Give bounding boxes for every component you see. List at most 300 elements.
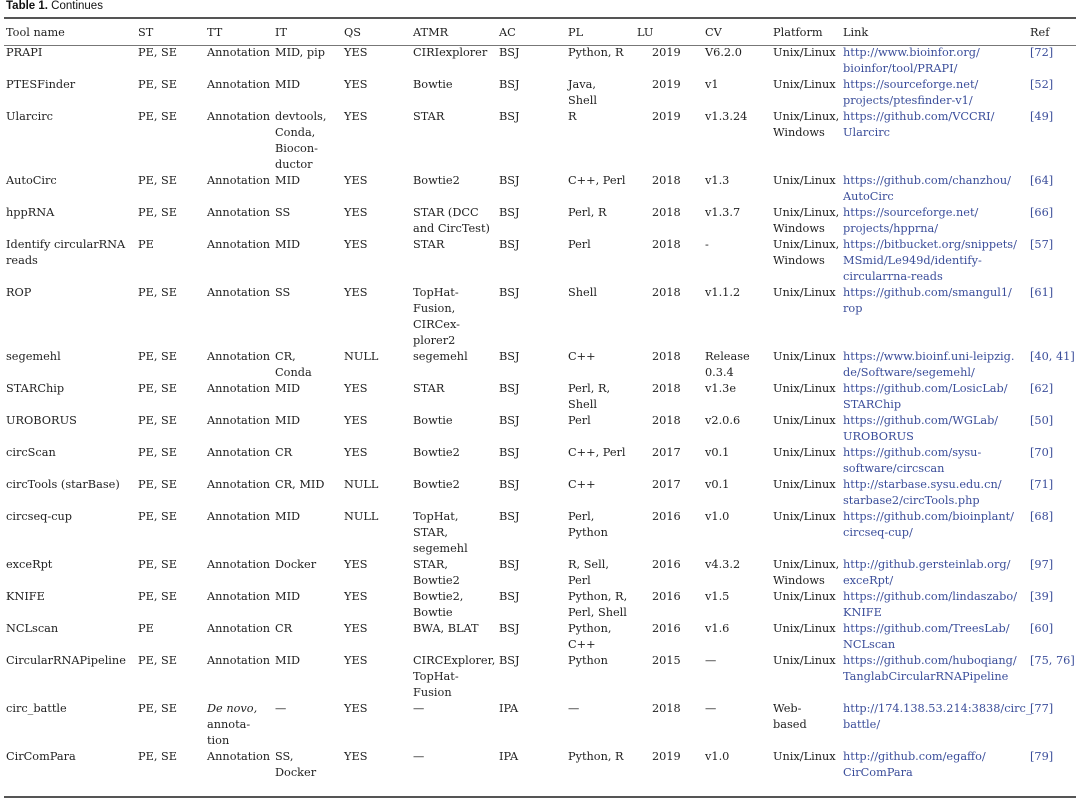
table-caption-text: Continues <box>51 0 103 12</box>
cell-st: PE, SE <box>138 750 178 763</box>
cell-platform: Unix/Linux, <box>773 110 840 123</box>
cell-it: MID <box>275 238 301 251</box>
cell-st: PE <box>138 622 154 635</box>
cell-cv: v0.1 <box>705 478 730 491</box>
cell-it: MID, pip <box>275 46 325 59</box>
cell-link[interactable]: https://github.com/VCCRI/ <box>843 110 995 123</box>
cell-qs: YES <box>344 382 368 395</box>
cell-atmr: STAR <box>413 110 445 123</box>
cell-pl: Java, <box>568 78 596 91</box>
cell-ref[interactable]: [77] <box>1030 702 1054 715</box>
cell-ref[interactable]: [40, 41] <box>1030 350 1075 363</box>
cell-link[interactable]: battle/ <box>843 718 881 731</box>
cell-it: MID <box>275 174 301 187</box>
cell-link[interactable]: https://sourceforge.net/ <box>843 78 979 91</box>
column-header-st: ST <box>138 26 154 39</box>
cell-st: PE, SE <box>138 446 178 459</box>
cell-ac: BSJ <box>499 558 520 571</box>
cell-platform: Unix/Linux <box>773 78 836 91</box>
cell-platform: Unix/Linux <box>773 46 836 59</box>
cell-cv: V6.2.0 <box>705 46 742 59</box>
cell-lu: 2017 <box>652 446 681 459</box>
cell-atmr: Bowtie2, <box>413 590 464 603</box>
cell-atmr: Bowtie2 <box>413 478 460 491</box>
cell-it: SS <box>275 286 291 299</box>
cell-atmr: Fusion, <box>413 302 456 315</box>
cell-platform: Unix/Linux <box>773 478 836 491</box>
cell-atmr: — <box>413 750 425 763</box>
cell-tt: Annotation <box>207 350 271 363</box>
cell-it: Conda <box>275 366 312 379</box>
cell-it: Conda, <box>275 126 316 139</box>
cell-atmr: Bowtie2 <box>413 574 460 587</box>
cell-pl: Perl <box>568 238 591 251</box>
column-header-ref: Ref <box>1030 26 1050 39</box>
cell-it: devtools, <box>275 110 327 123</box>
cell-atmr: Bowtie <box>413 414 453 427</box>
cell-qs: YES <box>344 206 368 219</box>
cell-link[interactable]: TanglabCircularRNAPipeline <box>843 670 1009 683</box>
column-header-tool: Tool name <box>6 26 65 39</box>
cell-st: PE, SE <box>138 78 178 91</box>
cell-tt: Annotation <box>207 174 271 187</box>
cell-link[interactable]: https://github.com/smangul1/ <box>843 286 1012 299</box>
cell-st: PE, SE <box>138 174 178 187</box>
cell-lu: 2018 <box>652 174 681 187</box>
cell-tt: Annotation <box>207 110 271 123</box>
cell-tool: circseq-cup <box>6 510 73 523</box>
cell-qs: NULL <box>344 350 379 363</box>
cell-pl: C++ <box>568 350 596 363</box>
cell-link[interactable]: NCLscan <box>843 638 896 651</box>
cell-lu: 2016 <box>652 590 681 603</box>
cell-link[interactable]: AutoCirc <box>843 190 894 203</box>
cell-pl: C++ <box>568 478 596 491</box>
cell-tt: Annotation <box>207 382 271 395</box>
cell-tt: Annotation <box>207 590 271 603</box>
column-header-pl: PL <box>568 26 584 39</box>
cell-tt: tion <box>207 734 230 747</box>
cell-ac: BSJ <box>499 206 520 219</box>
cell-st: PE, SE <box>138 558 178 571</box>
cell-cv: v1.6 <box>705 622 730 635</box>
cell-tool: CirComPara <box>6 750 76 763</box>
cell-st: PE, SE <box>138 350 178 363</box>
cell-st: PE, SE <box>138 478 178 491</box>
cell-lu: 2018 <box>652 286 681 299</box>
cell-tt: De novo, <box>207 702 258 715</box>
cell-ref[interactable]: [39] <box>1030 590 1054 603</box>
cell-ac: BSJ <box>499 350 520 363</box>
cell-link[interactable]: https://github.com/WGLab/ <box>843 414 999 427</box>
cell-it: CR, MID <box>275 478 325 491</box>
cell-it: CR <box>275 446 293 459</box>
cell-ref[interactable]: [72] <box>1030 46 1054 59</box>
cell-qs: YES <box>344 446 368 459</box>
cell-tt: Annotation <box>207 622 271 635</box>
cell-ref[interactable]: [71] <box>1030 478 1054 491</box>
cell-lu: 2019 <box>652 46 681 59</box>
cell-tt: Annotation <box>207 558 271 571</box>
cell-link[interactable]: rop <box>843 302 863 315</box>
cell-link[interactable]: https://github.com/sysu- <box>843 446 982 459</box>
cell-link[interactable]: circseq-cup/ <box>843 526 913 539</box>
cell-tool: reads <box>6 254 38 267</box>
cell-it: — <box>275 702 287 715</box>
cell-atmr: and CircTest) <box>413 222 490 235</box>
cell-st: PE, SE <box>138 414 178 427</box>
cell-qs: YES <box>344 286 368 299</box>
cell-tt: Annotation <box>207 478 271 491</box>
cell-it: CR <box>275 622 293 635</box>
cell-pl: Perl, <box>568 510 595 523</box>
column-header-qs: QS <box>344 26 362 39</box>
cell-ac: BSJ <box>499 590 520 603</box>
table-caption-label: Table 1. <box>6 0 48 12</box>
cell-link[interactable]: starbase2/circTools.php <box>843 494 980 507</box>
cell-cv: v1.1.2 <box>705 286 741 299</box>
cell-tt: Annotation <box>207 78 271 91</box>
cell-atmr: segemehl <box>413 542 468 555</box>
cell-ref[interactable]: [75, 76] <box>1030 654 1075 667</box>
cell-pl: Perl, R <box>568 206 607 219</box>
cell-ref[interactable]: [50] <box>1030 414 1054 427</box>
column-header-cv: CV <box>705 26 722 39</box>
cell-pl: R <box>568 110 577 123</box>
cell-platform: Unix/Linux <box>773 350 836 363</box>
column-header-it: IT <box>275 26 287 39</box>
cell-ac: BSJ <box>499 174 520 187</box>
cell-pl: C++, Perl <box>568 446 626 459</box>
cell-it: MID <box>275 654 301 667</box>
cell-atmr: segemehl <box>413 350 468 363</box>
cell-platform: Web- <box>773 702 802 715</box>
cell-tool: circ_battle <box>6 702 67 715</box>
cell-link[interactable]: https://github.com/huboqiang/ <box>843 654 1017 667</box>
column-header-tt: TT <box>207 26 223 39</box>
cell-pl: Shell <box>568 286 597 299</box>
cell-atmr: Bowtie <box>413 78 453 91</box>
cell-tool: CircularRNAPipeline <box>6 654 126 667</box>
cell-pl: Perl <box>568 414 591 427</box>
cell-link[interactable]: https://github.com/LosicLab/ <box>843 382 1008 395</box>
cell-atmr: CIRIexplorer <box>413 46 488 59</box>
cell-link[interactable]: https://github.com/lindaszabo/ <box>843 590 1017 603</box>
cell-link[interactable]: bioinfor/tool/PRAPI/ <box>843 62 958 75</box>
cell-platform: Unix/Linux, <box>773 206 840 219</box>
cell-qs: YES <box>344 78 368 91</box>
cell-atmr: plorer2 <box>413 334 456 347</box>
cell-ac: BSJ <box>499 286 520 299</box>
cell-atmr: Fusion <box>413 686 452 699</box>
cell-qs: YES <box>344 590 368 603</box>
cell-ref[interactable]: [61] <box>1030 286 1054 299</box>
cell-link[interactable]: software/circscan <box>843 462 945 475</box>
cell-atmr: TopHat- <box>413 286 459 299</box>
cell-link[interactable]: http://github.com/egaffo/ <box>843 750 986 763</box>
column-header-ac: AC <box>499 26 516 39</box>
cell-pl: C++, Perl <box>568 174 626 187</box>
cell-link[interactable]: https://www.bioinf.uni-leipzig. <box>843 350 1015 363</box>
cell-ac: IPA <box>499 750 519 763</box>
cell-pl: Perl, R, <box>568 382 611 395</box>
cell-st: PE, SE <box>138 206 178 219</box>
cell-link[interactable]: UROBORUS <box>843 430 914 443</box>
cell-tool: circScan <box>6 446 56 459</box>
cell-platform: Unix/Linux <box>773 590 836 603</box>
cell-qs: NULL <box>344 478 379 491</box>
cell-atmr: STAR, <box>413 558 448 571</box>
cell-st: PE, SE <box>138 590 178 603</box>
cell-platform: Unix/Linux <box>773 622 836 635</box>
cell-ac: BSJ <box>499 110 520 123</box>
cell-it: MID <box>275 414 301 427</box>
cell-st: PE, SE <box>138 382 178 395</box>
column-header-link: Link <box>843 26 869 39</box>
cell-lu: 2018 <box>652 238 681 251</box>
cell-lu: 2019 <box>652 78 681 91</box>
cell-platform: Unix/Linux <box>773 750 836 763</box>
cell-pl: Python, <box>568 622 612 635</box>
cell-link[interactable]: https://sourceforge.net/ <box>843 206 979 219</box>
cell-pl: Python, R, <box>568 590 628 603</box>
cell-tool: STARChip <box>6 382 65 395</box>
cell-ref[interactable]: [57] <box>1030 238 1054 251</box>
cell-platform: Unix/Linux <box>773 286 836 299</box>
cell-tool: hppRNA <box>6 206 55 219</box>
cell-tt: Annotation <box>207 238 271 251</box>
cell-lu: 2018 <box>652 702 681 715</box>
cell-tool: PRAPI <box>6 46 43 59</box>
cell-tool: PTESFinder <box>6 78 76 91</box>
cell-link[interactable]: circularrna-reads <box>843 270 943 283</box>
cell-ref[interactable]: [70] <box>1030 446 1054 459</box>
cell-it: MID <box>275 78 301 91</box>
cell-tool: exceRpt <box>6 558 53 571</box>
cell-platform: Unix/Linux, <box>773 238 840 251</box>
cell-platform: Windows <box>773 254 825 267</box>
cell-ref[interactable]: [66] <box>1030 206 1054 219</box>
cell-lu: 2019 <box>652 110 681 123</box>
cell-lu: 2018 <box>652 414 681 427</box>
cell-cv: v1.3.24 <box>705 110 748 123</box>
column-header-atmr: ATMR <box>413 26 449 39</box>
cell-lu: 2018 <box>652 350 681 363</box>
cell-ref[interactable]: [64] <box>1030 174 1054 187</box>
cell-link[interactable]: exceRpt/ <box>843 574 894 587</box>
cell-it: SS <box>275 206 291 219</box>
cell-platform: Unix/Linux <box>773 414 836 427</box>
cell-atmr: STAR <box>413 382 445 395</box>
cell-cv: Release <box>705 350 750 363</box>
cell-link[interactable]: projects/ptesfinder-v1/ <box>843 94 973 107</box>
cell-link[interactable]: http://174.138.53.214:3838/circ_ <box>843 702 1032 715</box>
cell-it: MID <box>275 510 301 523</box>
cell-it: MID <box>275 382 301 395</box>
cell-atmr: STAR, <box>413 526 448 539</box>
cell-atmr: CIRCExplorer, <box>413 654 496 667</box>
cell-lu: 2016 <box>652 510 681 523</box>
cell-tool: circTools (starBase) <box>6 478 120 491</box>
cell-link[interactable]: http://starbase.sysu.edu.cn/ <box>843 478 1002 491</box>
cell-it: Biocon- <box>275 142 318 155</box>
cell-link[interactable]: Ularcirc <box>843 126 890 139</box>
cell-ac: BSJ <box>499 382 520 395</box>
cell-link[interactable]: https://github.com/bioinplant/ <box>843 510 1014 523</box>
cell-link[interactable]: de/Software/segemehl/ <box>843 366 975 379</box>
cell-link[interactable]: https://github.com/chanzhou/ <box>843 174 1011 187</box>
cell-cv: v1.5 <box>705 590 730 603</box>
cell-platform: Unix/Linux <box>773 446 836 459</box>
cell-qs: YES <box>344 702 368 715</box>
cell-it: Docker <box>275 766 317 779</box>
cell-ref[interactable]: [62] <box>1030 382 1054 395</box>
cell-cv: v1.3.7 <box>705 206 741 219</box>
cell-atmr: TopHat, <box>413 510 459 523</box>
column-header-platform: Platform <box>773 26 823 39</box>
cell-atmr: BWA, BLAT <box>413 622 479 635</box>
cell-pl: R, Sell, <box>568 558 609 571</box>
cell-atmr: STAR <box>413 238 445 251</box>
cell-tool: segemehl <box>6 350 61 363</box>
cell-tool: NCLscan <box>6 622 59 635</box>
cell-link[interactable]: https://github.com/TreesLab/ <box>843 622 1010 635</box>
cell-link[interactable]: STARChip <box>843 398 902 411</box>
cell-pl: Shell <box>568 398 597 411</box>
cell-qs: YES <box>344 750 368 763</box>
cell-qs: YES <box>344 174 368 187</box>
cell-ref[interactable]: [79] <box>1030 750 1054 763</box>
cell-lu: 2019 <box>652 750 681 763</box>
cell-platform: Unix/Linux <box>773 654 836 667</box>
cell-tt: Annotation <box>207 750 271 763</box>
cell-tool: AutoCirc <box>6 174 57 187</box>
cell-cv: v1.3e <box>705 382 737 395</box>
cell-ref[interactable]: [52] <box>1030 78 1054 91</box>
cell-tt: Annotation <box>207 46 271 59</box>
cell-tt: Annotation <box>207 446 271 459</box>
cell-tt: Annotation <box>207 654 271 667</box>
cell-atmr: Bowtie <box>413 606 453 619</box>
cell-tool: Ularcirc <box>6 110 53 123</box>
cell-link[interactable]: CirComPara <box>843 766 913 779</box>
cell-st: PE, SE <box>138 286 178 299</box>
cell-ac: BSJ <box>499 622 520 635</box>
cell-platform: Unix/Linux <box>773 382 836 395</box>
cell-ref[interactable]: [97] <box>1030 558 1054 571</box>
cell-qs: YES <box>344 622 368 635</box>
cell-atmr: Bowtie2 <box>413 446 460 459</box>
cell-pl: Python, R <box>568 46 624 59</box>
cell-cv: v1.3 <box>705 174 730 187</box>
cell-link[interactable]: KNIFE <box>843 606 882 619</box>
cell-ref[interactable]: [68] <box>1030 510 1054 523</box>
cell-atmr: TopHat- <box>413 670 459 683</box>
cell-tt: Annotation <box>207 414 271 427</box>
cell-cv: v2.0.6 <box>705 414 741 427</box>
cell-atmr: STAR (DCC <box>413 206 479 219</box>
cell-atmr: Bowtie2 <box>413 174 460 187</box>
cell-pl: Python <box>568 526 608 539</box>
cell-cv: v1.0 <box>705 510 730 523</box>
cell-cv: v1.0 <box>705 750 730 763</box>
cell-it: CR, <box>275 350 296 363</box>
bottom-rule <box>4 796 1076 798</box>
cell-ac: BSJ <box>499 414 520 427</box>
cell-tt: Annotation <box>207 286 271 299</box>
cell-ac: IPA <box>499 702 519 715</box>
cell-ac: BSJ <box>499 654 520 667</box>
cell-pl: Python <box>568 654 608 667</box>
cell-link[interactable]: projects/hpprna/ <box>843 222 939 235</box>
cell-cv: v0.1 <box>705 446 730 459</box>
cell-lu: 2017 <box>652 478 681 491</box>
cell-qs: YES <box>344 46 368 59</box>
cell-st: PE <box>138 238 154 251</box>
cell-ac: BSJ <box>499 238 520 251</box>
cell-tool: ROP <box>6 286 32 299</box>
cell-ac: BSJ <box>499 510 520 523</box>
cell-st: PE, SE <box>138 46 178 59</box>
cell-platform: Windows <box>773 222 825 235</box>
cell-qs: YES <box>344 558 368 571</box>
cell-pl: C++ <box>568 638 596 651</box>
table-caption <box>6 0 103 12</box>
cell-platform: Windows <box>773 574 825 587</box>
cell-tool: KNIFE <box>6 590 45 603</box>
cell-lu: 2018 <box>652 206 681 219</box>
cell-pl: Shell <box>568 94 597 107</box>
cell-ac: BSJ <box>499 478 520 491</box>
cell-link[interactable]: MSmid/Le949d/identify- <box>843 254 982 267</box>
cell-pl: Perl <box>568 574 591 587</box>
cell-lu: 2018 <box>652 382 681 395</box>
cell-pl: — <box>568 702 580 715</box>
top-rule <box>4 17 1076 19</box>
cell-cv: - <box>705 238 709 251</box>
cell-link[interactable]: http://github.gersteinlab.org/ <box>843 558 1011 571</box>
cell-qs: YES <box>344 238 368 251</box>
cell-tt: Annotation <box>207 510 271 523</box>
cell-qs: NULL <box>344 510 379 523</box>
cell-cv: 0.3.4 <box>705 366 734 379</box>
cell-platform: Unix/Linux <box>773 174 836 187</box>
cell-it: Docker <box>275 558 317 571</box>
cell-tt: annota- <box>207 718 251 731</box>
cell-platform: Unix/Linux <box>773 510 836 523</box>
cell-cv: v4.3.2 <box>705 558 741 571</box>
cell-pl: Perl, Shell <box>568 606 627 619</box>
cell-link[interactable]: http://www.bioinfor.org/ <box>843 46 980 59</box>
cell-tt: Annotation <box>207 206 271 219</box>
cell-qs: YES <box>344 110 368 123</box>
cell-qs: YES <box>344 414 368 427</box>
cell-it: ductor <box>275 158 313 171</box>
cell-cv: — <box>705 702 717 715</box>
cell-st: PE, SE <box>138 110 178 123</box>
cell-ref[interactable]: [49] <box>1030 110 1054 123</box>
cell-lu: 2015 <box>652 654 681 667</box>
cell-ref[interactable]: [60] <box>1030 622 1054 635</box>
cell-link[interactable]: https://bitbucket.org/snippets/ <box>843 238 1017 251</box>
cell-platform: Unix/Linux, <box>773 558 840 571</box>
column-header-lu: LU <box>637 26 654 39</box>
cell-st: PE, SE <box>138 702 178 715</box>
cell-ac: BSJ <box>499 46 520 59</box>
cell-pl: Python, R <box>568 750 624 763</box>
cell-st: PE, SE <box>138 654 178 667</box>
cell-st: PE, SE <box>138 510 178 523</box>
